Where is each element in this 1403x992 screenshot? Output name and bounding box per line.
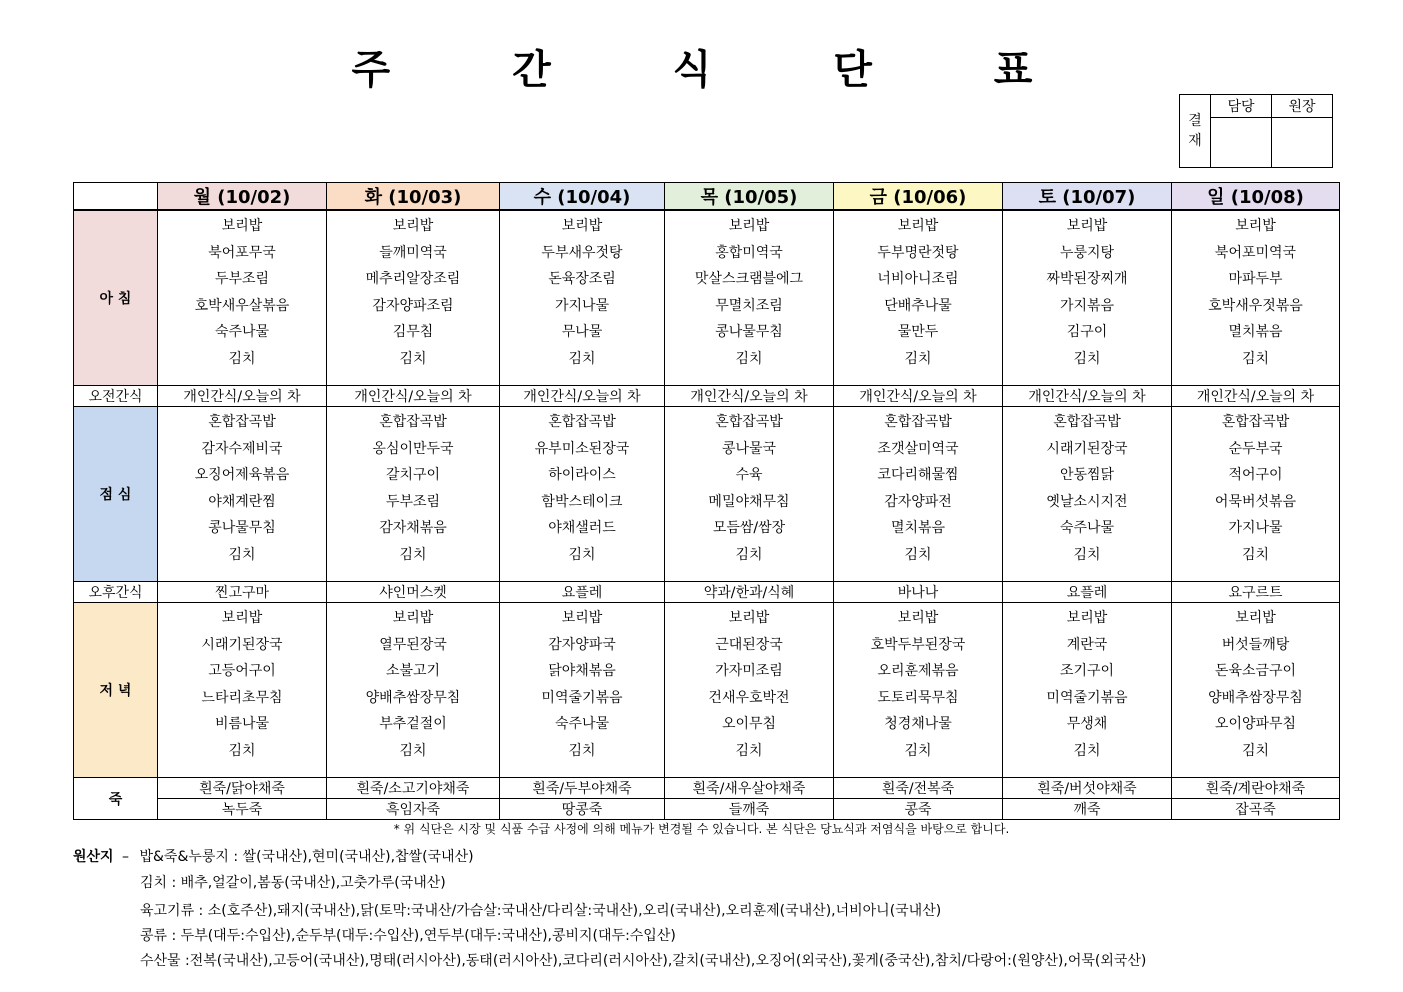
menu-item: 두부조림 (385, 493, 441, 510)
porridge-item: 흰죽/새우살야채죽 (665, 778, 834, 799)
menu-item: 보리밥 (1066, 218, 1108, 234)
dinner-cell (500, 603, 665, 778)
menu-item: 김치 (1073, 742, 1101, 759)
porridge-row-2 (74, 799, 1340, 820)
menu-item: 콩나물국 (721, 440, 777, 457)
pm-snack-row (74, 582, 1340, 603)
pm-snack-item: 요플레 (500, 582, 665, 603)
menu-item: 김치 (568, 546, 596, 563)
menu-item: 북어포무국 (208, 244, 276, 261)
menu-item: 미역줄기볶음 (1046, 689, 1128, 706)
lunch-cell (327, 407, 500, 582)
menu-item: 혼합잡곡밥 (208, 414, 276, 430)
menu-item: 가지나물 (554, 297, 610, 314)
menu-item: 혼합잡곡밥 (1053, 414, 1121, 430)
menu-item: 김치 (399, 742, 427, 759)
menu-item: 도토리묵무침 (877, 689, 959, 706)
menu-item: 미역줄기볶음 (541, 689, 623, 706)
menu-item: 김치 (228, 350, 256, 367)
am-snack-row (74, 386, 1340, 407)
menu-item: 가지나물 (1228, 520, 1283, 536)
menu-item: 김치 (399, 350, 427, 367)
menu-item: 맛살스크램블에그 (694, 271, 804, 287)
pm-snack-label: 오후간식 (74, 582, 158, 603)
menu-item: 호박새우살볶음 (194, 297, 290, 314)
menu-item: 보리밥 (1066, 610, 1108, 626)
menu-item: 수육 (735, 467, 763, 483)
menu-item: 닭야채볶음 (548, 663, 616, 679)
menu-item: 두부새우젓탕 (541, 244, 623, 261)
menu-item: 오징어제육볶음 (194, 467, 290, 483)
menu-item: 보리밥 (221, 610, 263, 626)
porridge-item: 흑임자죽 (327, 799, 500, 820)
breakfast-cell (1003, 210, 1172, 386)
menu-item: 김치 (228, 546, 256, 563)
page-title: 주 간 식 단 표 (351, 47, 1087, 93)
lunch-cell (1003, 407, 1172, 582)
pm-snack-item: 요구르트 (1172, 582, 1340, 603)
dinner-cell (1172, 603, 1340, 778)
menu-item: 멸치볶음 (1228, 324, 1283, 340)
menu-item: 무멸치조림 (715, 297, 783, 314)
menu-item: 마파두부 (1228, 271, 1283, 287)
menu-item: 숙주나물 (554, 716, 610, 732)
menu-item: 양배추쌈장무침 (1208, 689, 1303, 706)
menu-item: 감자양파국 (548, 636, 616, 653)
day-header-5: 토 (10/07) (1003, 183, 1172, 211)
menu-item: 숙주나물 (214, 324, 270, 340)
menu-item: 보리밥 (392, 218, 434, 234)
menu-item: 멸치볶음 (890, 520, 946, 536)
am-snack-item: 개인간식/오늘의 차 (500, 386, 665, 407)
menu-item: 김구이 (1066, 324, 1108, 340)
approval-sign-director (1272, 118, 1333, 168)
menu-item: 보리밥 (221, 218, 263, 234)
approval-sign-manager (1211, 118, 1272, 168)
dinner-label: 저 녁 (74, 603, 158, 778)
menu-item: 보리밥 (1235, 610, 1276, 626)
menu-item: 비름나물 (214, 716, 270, 732)
approval-col-director: 원장 (1272, 95, 1333, 118)
porridge-item: 깨죽 (1003, 799, 1172, 820)
menu-item: 보리밥 (561, 610, 603, 626)
menu-item: 홍합미역국 (715, 244, 783, 261)
menu-item: 보리밥 (728, 610, 770, 626)
breakfast-label: 아 침 (74, 210, 158, 386)
menu-item: 갈치구이 (385, 467, 441, 483)
approval-label-1: 결 (1188, 113, 1202, 129)
menu-item: 무나물 (561, 324, 603, 340)
menu-item: 소불고기 (385, 663, 441, 679)
origin-meat: 육고기류 : 소(호주산),돼지(국내산),닭(토막:국내산/가슴살:국내산/다리살:국내산),오리(국내산),오리훈제(국내산),너비아니(국내산) (140, 903, 942, 919)
menu-item: 김치 (568, 742, 596, 759)
menu-item: 어묵버섯볶음 (1214, 493, 1297, 510)
pm-snack-item: 약과/한과/식혜 (665, 582, 834, 603)
approval-col-manager: 담당 (1211, 95, 1272, 118)
menu-item: 유부미소된장국 (534, 440, 630, 457)
menu-item: 근대된장국 (715, 636, 783, 653)
menu-item: 보리밥 (897, 610, 939, 626)
menu-item: 야채샐러드 (548, 520, 616, 536)
menu-item: 옹심이만두국 (372, 440, 454, 457)
menu-item: 메밀야채무침 (708, 493, 790, 510)
dinner-row (74, 603, 1340, 778)
menu-item: 느타리초무침 (201, 689, 283, 706)
breakfast-cell (158, 210, 327, 386)
approval-label-2: 재 (1188, 133, 1202, 149)
porridge-item: 콩죽 (834, 799, 1003, 820)
menu-item: 숙주나물 (1059, 520, 1115, 536)
menu-item: 가자미조림 (715, 663, 783, 679)
menu-item: 코다리해물찜 (877, 467, 959, 483)
pm-snack-item: 바나나 (834, 582, 1003, 603)
day-header-1: 화 (10/03) (327, 183, 500, 211)
porridge-row-1 (74, 778, 1340, 799)
dinner-cell (665, 603, 834, 778)
day-header-6: 일 (10/08) (1172, 183, 1340, 211)
menu-item: 들깨미역국 (379, 244, 447, 261)
menu-item: 김치 (735, 742, 763, 759)
menu-item: 김치 (1241, 742, 1270, 759)
menu-item: 짜박된장찌개 (1046, 271, 1128, 287)
approval-label (1180, 95, 1211, 168)
am-snack-item: 개인간식/오늘의 차 (665, 386, 834, 407)
menu-item: 돈육소금구이 (1214, 663, 1297, 679)
menu-item: 오이양파무침 (1214, 716, 1297, 732)
lunch-row (74, 407, 1340, 582)
menu-item: 돈육장조림 (548, 271, 616, 287)
day-header-2: 수 (10/04) (500, 183, 665, 211)
pm-snack-item: 샤인머스켓 (327, 582, 500, 603)
dinner-cell (327, 603, 500, 778)
menu-item: 조갯살미역국 (877, 440, 959, 457)
menu-item: 김치 (228, 742, 256, 759)
menu-item: 적어구이 (1228, 467, 1283, 483)
menu-item: 조기구이 (1059, 663, 1115, 679)
am-snack-item: 개인간식/오늘의 차 (1003, 386, 1172, 407)
menu-item: 무생채 (1066, 716, 1108, 732)
breakfast-cell (500, 210, 665, 386)
menu-note: * 위 식단은 시장 및 식품 수급 사정에 의해 메뉴가 변경될 수 있습니다. 본 식단은 당뇨식과 저염식을 바탕으로 합니다. (393, 822, 1010, 836)
menu-item: 김치 (1073, 350, 1101, 367)
menu-item: 김치 (904, 742, 932, 759)
menu-item: 두부명란젓탕 (877, 244, 959, 261)
menu-item: 단배추나물 (884, 297, 952, 314)
menu-item: 야채계란찜 (208, 493, 276, 510)
lunch-cell (834, 407, 1003, 582)
dinner-cell (1003, 603, 1172, 778)
breakfast-cell (327, 210, 500, 386)
menu-item: 혼합잡곡밥 (548, 414, 616, 430)
menu-item: 감자양파조림 (372, 297, 454, 314)
menu-item: 김치 (399, 546, 427, 563)
menu-item: 김무침 (392, 324, 434, 340)
menu-item: 메추리알장조림 (365, 271, 461, 287)
menu-item: 혼합잡곡밥 (715, 414, 783, 430)
lunch-cell (158, 407, 327, 582)
porridge-item: 흰죽/계란야채죽 (1172, 778, 1340, 799)
menu-item: 콩나물무침 (208, 520, 276, 536)
menu-item: 버섯들깨탕 (1221, 636, 1290, 653)
menu-item: 보리밥 (897, 218, 939, 234)
menu-item: 김치 (568, 350, 596, 367)
menu-item: 북어포미역국 (1214, 244, 1297, 261)
menu-item: 고등어구이 (208, 663, 276, 679)
menu-item: 시래기된장국 (201, 636, 283, 653)
porridge-item: 흰죽/두부야채죽 (500, 778, 665, 799)
menu-item: 호박두부된장국 (870, 636, 966, 653)
lunch-cell (1172, 407, 1340, 582)
lunch-cell (665, 407, 834, 582)
menu-item: 혼합잡곡밥 (379, 414, 447, 430)
day-header-0: 월 (10/02) (158, 183, 327, 211)
menu-item: 청경채나물 (884, 716, 952, 732)
origin-seafood: 수산물 :전복(국내산),고등어(국내산),명태(러시아산),동태(러시아산),코다리(러시아산),갈치(국내산),오징어(외국산),꽃게(중국산),참치/다랑어:(원양산),어묵(외국산) (140, 953, 1147, 969)
am-snack-item: 개인간식/오늘의 차 (327, 386, 500, 407)
lunch-label: 점 심 (74, 407, 158, 582)
day-header-row (74, 183, 1340, 211)
breakfast-cell (1172, 210, 1340, 386)
approval-box (1179, 94, 1333, 168)
origin-label: 원산지 (73, 849, 114, 865)
menu-table (73, 182, 1340, 820)
porridge-item: 잡곡죽 (1172, 799, 1340, 820)
menu-item: 감자수제비국 (201, 440, 283, 457)
origin-rice: 밥&죽&누룽지 : 쌀(국내산),현미(국내산),찹쌀(국내산) (139, 849, 474, 865)
dinner-cell (834, 603, 1003, 778)
dinner-cell (158, 603, 327, 778)
porridge-item: 녹두죽 (158, 799, 327, 820)
menu-item: 김치 (1073, 546, 1101, 563)
menu-item: 순두부국 (1228, 440, 1283, 457)
origin-line-0: 원산지 – 밥&죽&누룽지 : 쌀(국내산),현미(국내산),찹쌀(국내산) (73, 849, 474, 865)
am-snack-label: 오전간식 (74, 386, 158, 407)
breakfast-cell (665, 210, 834, 386)
day-header-3: 목 (10/05) (665, 183, 834, 211)
menu-item: 김치 (1241, 350, 1270, 367)
menu-item: 김치 (904, 350, 932, 367)
menu-item: 콩나물무침 (715, 324, 783, 340)
menu-item: 함박스테이크 (541, 493, 623, 510)
porridge-label: 죽 (74, 778, 158, 820)
day-header-4: 금 (10/06) (834, 183, 1003, 211)
porridge-item: 흰죽/닭야채죽 (158, 778, 327, 799)
menu-item: 물만두 (897, 324, 939, 340)
menu-item: 혼합잡곡밥 (1221, 414, 1290, 430)
am-snack-item: 개인간식/오늘의 차 (158, 386, 327, 407)
breakfast-row (74, 210, 1340, 386)
origin-beans: 콩류 : 두부(대두:수입산),순두부(대두:수입산),연두부(대두:국내산),콩비지(대두:수입산) (140, 928, 676, 944)
menu-item: 김치 (735, 546, 763, 563)
am-snack-item: 개인간식/오늘의 차 (1172, 386, 1340, 407)
menu-item: 감자양파전 (884, 493, 952, 510)
menu-item: 보리밥 (728, 218, 770, 234)
menu-item: 오이무침 (721, 716, 777, 732)
menu-item: 김치 (904, 546, 932, 563)
menu-item: 두부조림 (214, 271, 270, 287)
menu-item: 안동찜닭 (1059, 467, 1115, 483)
menu-item: 부추겉절이 (379, 716, 447, 732)
origin-kimchi: 김치 : 배추,얼갈이,봄동(국내산),고춧가루(국내산) (140, 875, 446, 891)
breakfast-cell (834, 210, 1003, 386)
menu-item: 시래기된장국 (1046, 440, 1128, 457)
menu-item: 보리밥 (392, 610, 434, 626)
menu-item: 하이라이스 (548, 467, 616, 483)
menu-item: 열무된장국 (379, 636, 447, 653)
porridge-item: 들깨죽 (665, 799, 834, 820)
menu-item: 감자채볶음 (379, 520, 447, 536)
menu-item: 누룽지탕 (1059, 244, 1115, 261)
porridge-item: 흰죽/소고기야채죽 (327, 778, 500, 799)
menu-item: 옛날소시지전 (1046, 493, 1128, 510)
menu-item: 건새우호박전 (708, 689, 790, 706)
corner-cell (74, 183, 158, 211)
porridge-item: 흰죽/버섯야채죽 (1003, 778, 1172, 799)
menu-item: 보리밥 (561, 218, 603, 234)
menu-item: 김치 (1241, 546, 1270, 563)
menu-item: 양배추쌈장무침 (365, 689, 461, 706)
menu-item: 김치 (735, 350, 763, 367)
menu-item: 가지볶음 (1059, 297, 1115, 314)
menu-item: 모듬쌈/쌈장 (712, 520, 786, 536)
porridge-item: 흰죽/전복죽 (834, 778, 1003, 799)
menu-item: 너비아니조림 (877, 271, 959, 287)
pm-snack-item: 요플레 (1003, 582, 1172, 603)
menu-item: 호박새우젓볶음 (1208, 297, 1303, 314)
menu-item: 혼합잡곡밥 (884, 414, 952, 430)
am-snack-item: 개인간식/오늘의 차 (834, 386, 1003, 407)
porridge-item: 땅콩죽 (500, 799, 665, 820)
menu-item: 보리밥 (1235, 218, 1276, 234)
menu-item: 오리훈제볶음 (877, 663, 959, 679)
pm-snack-item: 찐고구마 (158, 582, 327, 603)
lunch-cell (500, 407, 665, 582)
menu-item: 계란국 (1066, 636, 1108, 653)
